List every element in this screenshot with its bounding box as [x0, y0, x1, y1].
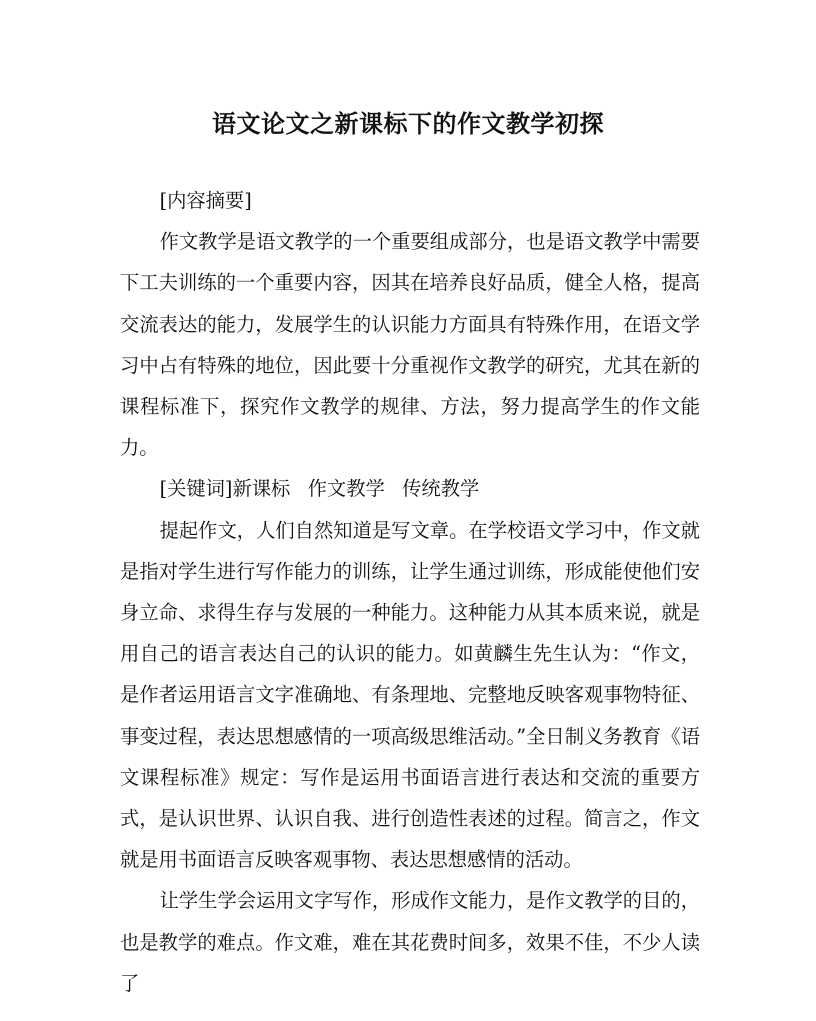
document-body	[120, 180, 700, 1004]
keyword-item: 作文教学	[307, 477, 385, 501]
keyword-item: 传统教学	[402, 477, 480, 501]
keyword-item: 新课标	[232, 477, 291, 501]
body-paragraph: 提起作文，人们自然知道是写文章。在学校语文学习中，作文就是指对学生进行写作能力的训练，让学生通过训练，形成能使他们安身立命、求得生存与发展的一种能力。这种能力从其本质来说，就是用自己的语言表达自己的认识的能力。如黄麟生先生认为：“作文，是作者运用语言文字准确地、有条理地、完整地反映客观事物特征、事变过程，表达思想感情的一项高级思维活动。”全日制义务教育《语文课程标准》规定：写作是运用书面语言进行表达和交流的重要方式，是认识世界、认识自我、进行创造性表述的过程。简言之，作文就是用书面语言反映客观事物、表达思想感情的活动。	[120, 518, 700, 872]
keywords-label: [关键词]	[159, 477, 233, 501]
abstract-heading: [内容摘要]	[159, 189, 252, 212]
keywords-line	[120, 468, 700, 509]
document-title: 语文论文之新课标下的作文教学初探	[212, 109, 604, 138]
abstract-paragraph: 作文教学是语文教学的一个重要组成部分，也是语文教学中需要下工夫训练的一个重要内容，因其在培养良好品质，健全人格，提高交流表达的能力，发展学生的认识能力方面具有特殊作用，在语文学习中占有特殊的地位，因此要十分重视作文教学的研究，尤其在新的课程标准下，探究作文教学的规律、方法，努力提高学生的作文能力。	[120, 230, 700, 460]
body-paragraph: 让学生学会运用文字写作，形成作文能力，是作文教学的目的，也是教学的难点。作文难，难在其花费时间多，效果不佳，不少人读了	[120, 889, 700, 995]
